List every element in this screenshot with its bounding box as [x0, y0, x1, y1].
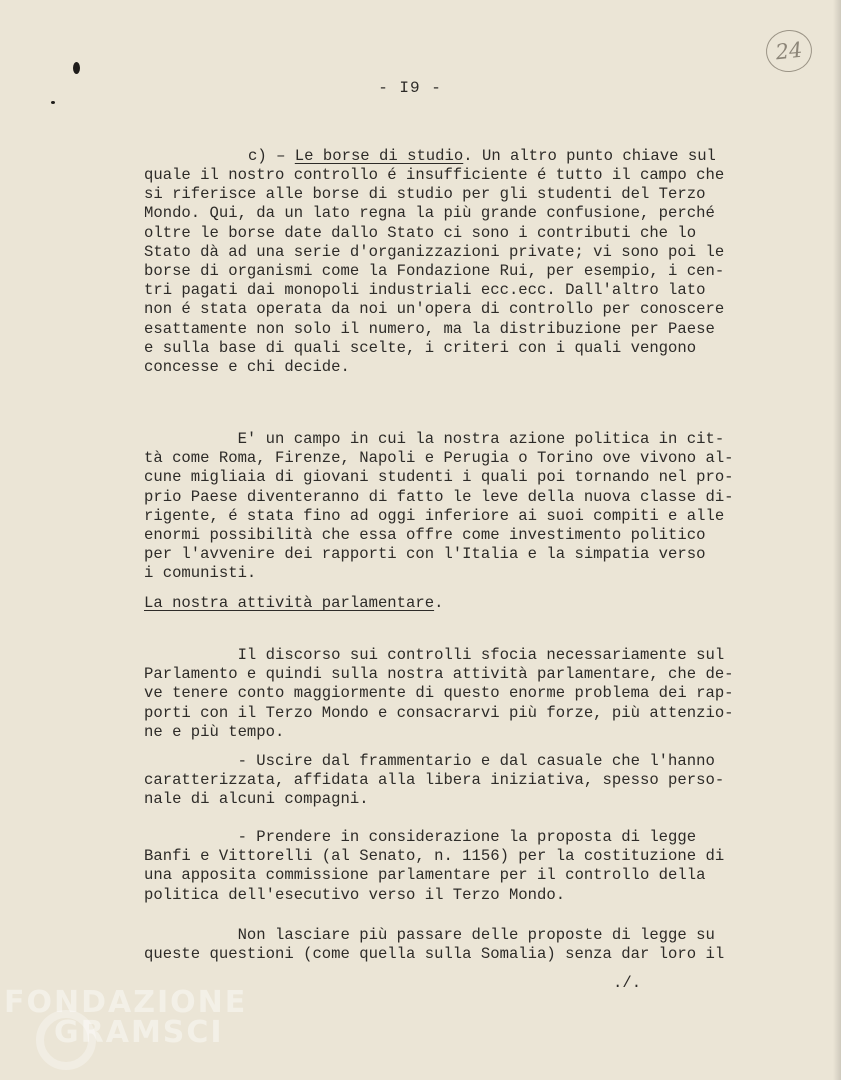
archive-page-annotation: 24	[764, 28, 814, 75]
watermark-line-fondazione: FONDAZIONE	[4, 985, 248, 1020]
watermark-line-gramsci: GRAMSCI	[54, 1015, 224, 1050]
paragraph-non-lasciare: Non lasciare più passare delle proposte di legge su queste questioni (come quella sulla Somalia) senza dar loro il	[144, 926, 725, 964]
section-c-prefix: c) –	[248, 147, 295, 165]
section-heading-trailing: .	[434, 594, 444, 612]
paragraph-borse-di-studio-first-line	[144, 147, 764, 166]
paragraph-discorso-controlli: Il discorso sui controlli sfocia necessariamente sul Parlamento e quindi sulla nostra attività parlamentare, che de- ve tenere conto maggiormente di questo enorme problema dei rap- porti con il Terzo Mondo e consacrarvi più forze, più attenzio- ne e più tempo.	[144, 646, 734, 741]
section-c-first-line-rest: . Un altro punto chiave sul	[463, 147, 716, 165]
section-heading-parlamentare-line	[144, 594, 764, 613]
paragraph-proposta-legge: - Prendere in considerazione la proposta di legge Banfi e Vittorelli (al Senato, n. 1156) per la costituzione di una apposita commissione parlamentare per il controllo della politica dell'esecutivo verso il Terzo Mondo.	[144, 828, 725, 904]
section-heading-borse-di-studio: Le borse di studio	[294, 147, 464, 165]
archive-watermark	[4, 985, 248, 1050]
paragraph-uscire-frammentario: - Uscire dal frammentario e dal casuale che l'hanno caratterizzata, affidata alla libera iniziativa, spesso perso- nale di alcuni compagni.	[144, 752, 725, 809]
paragraph-campo-citta: E' un campo in cui la nostra azione politica in cit- tà come Roma, Firenze, Napoli e Perugia o Torino ove vivono al- cune migliaia di giovani studenti i quali poi tornando nel pro- prio Paese diventeranno di fatto le leve della nuova classe di- rigente, é stata fino ad oggi inferiore ai suoi compiti e alle enormi possibilità che essa offre come investimento politico per l'avvenire dei rapporti con l'Italia e la simpatia verso i comunisti.	[144, 430, 734, 583]
continuation-mark: ./.	[613, 974, 642, 992]
page-edge-shadow	[833, 0, 841, 1080]
page-number: - I9 -	[378, 79, 442, 97]
ink-blot	[73, 62, 80, 74]
ink-blot-small	[51, 101, 55, 104]
paragraph-borse-di-studio: quale il nostro controllo é insufficiente é tutto il campo che si riferisce alle borse di studio per gli studenti del Terzo Mondo. Qui, da un lato regna la più grande confusione, perché oltre le borse date dallo Stato ci sono i contributi che lo Stato dà ad una serie d'organizzazioni private; vi sono poi le borse di organismi come la Fondazione Rui, per esempio, i cen- tri pagati dai monopoli industriali ecc.ecc. Dall'altro lato non é stata operata da noi un'opera di controllo per conoscere esattamente non solo il numero, ma la distribuzione per Paese e sulla base di quali scelte, i criteri con i quali vengono concesse e chi decide.	[144, 166, 725, 377]
section-heading-attivita-parlamentare: La nostra attività parlamentare	[144, 594, 435, 612]
